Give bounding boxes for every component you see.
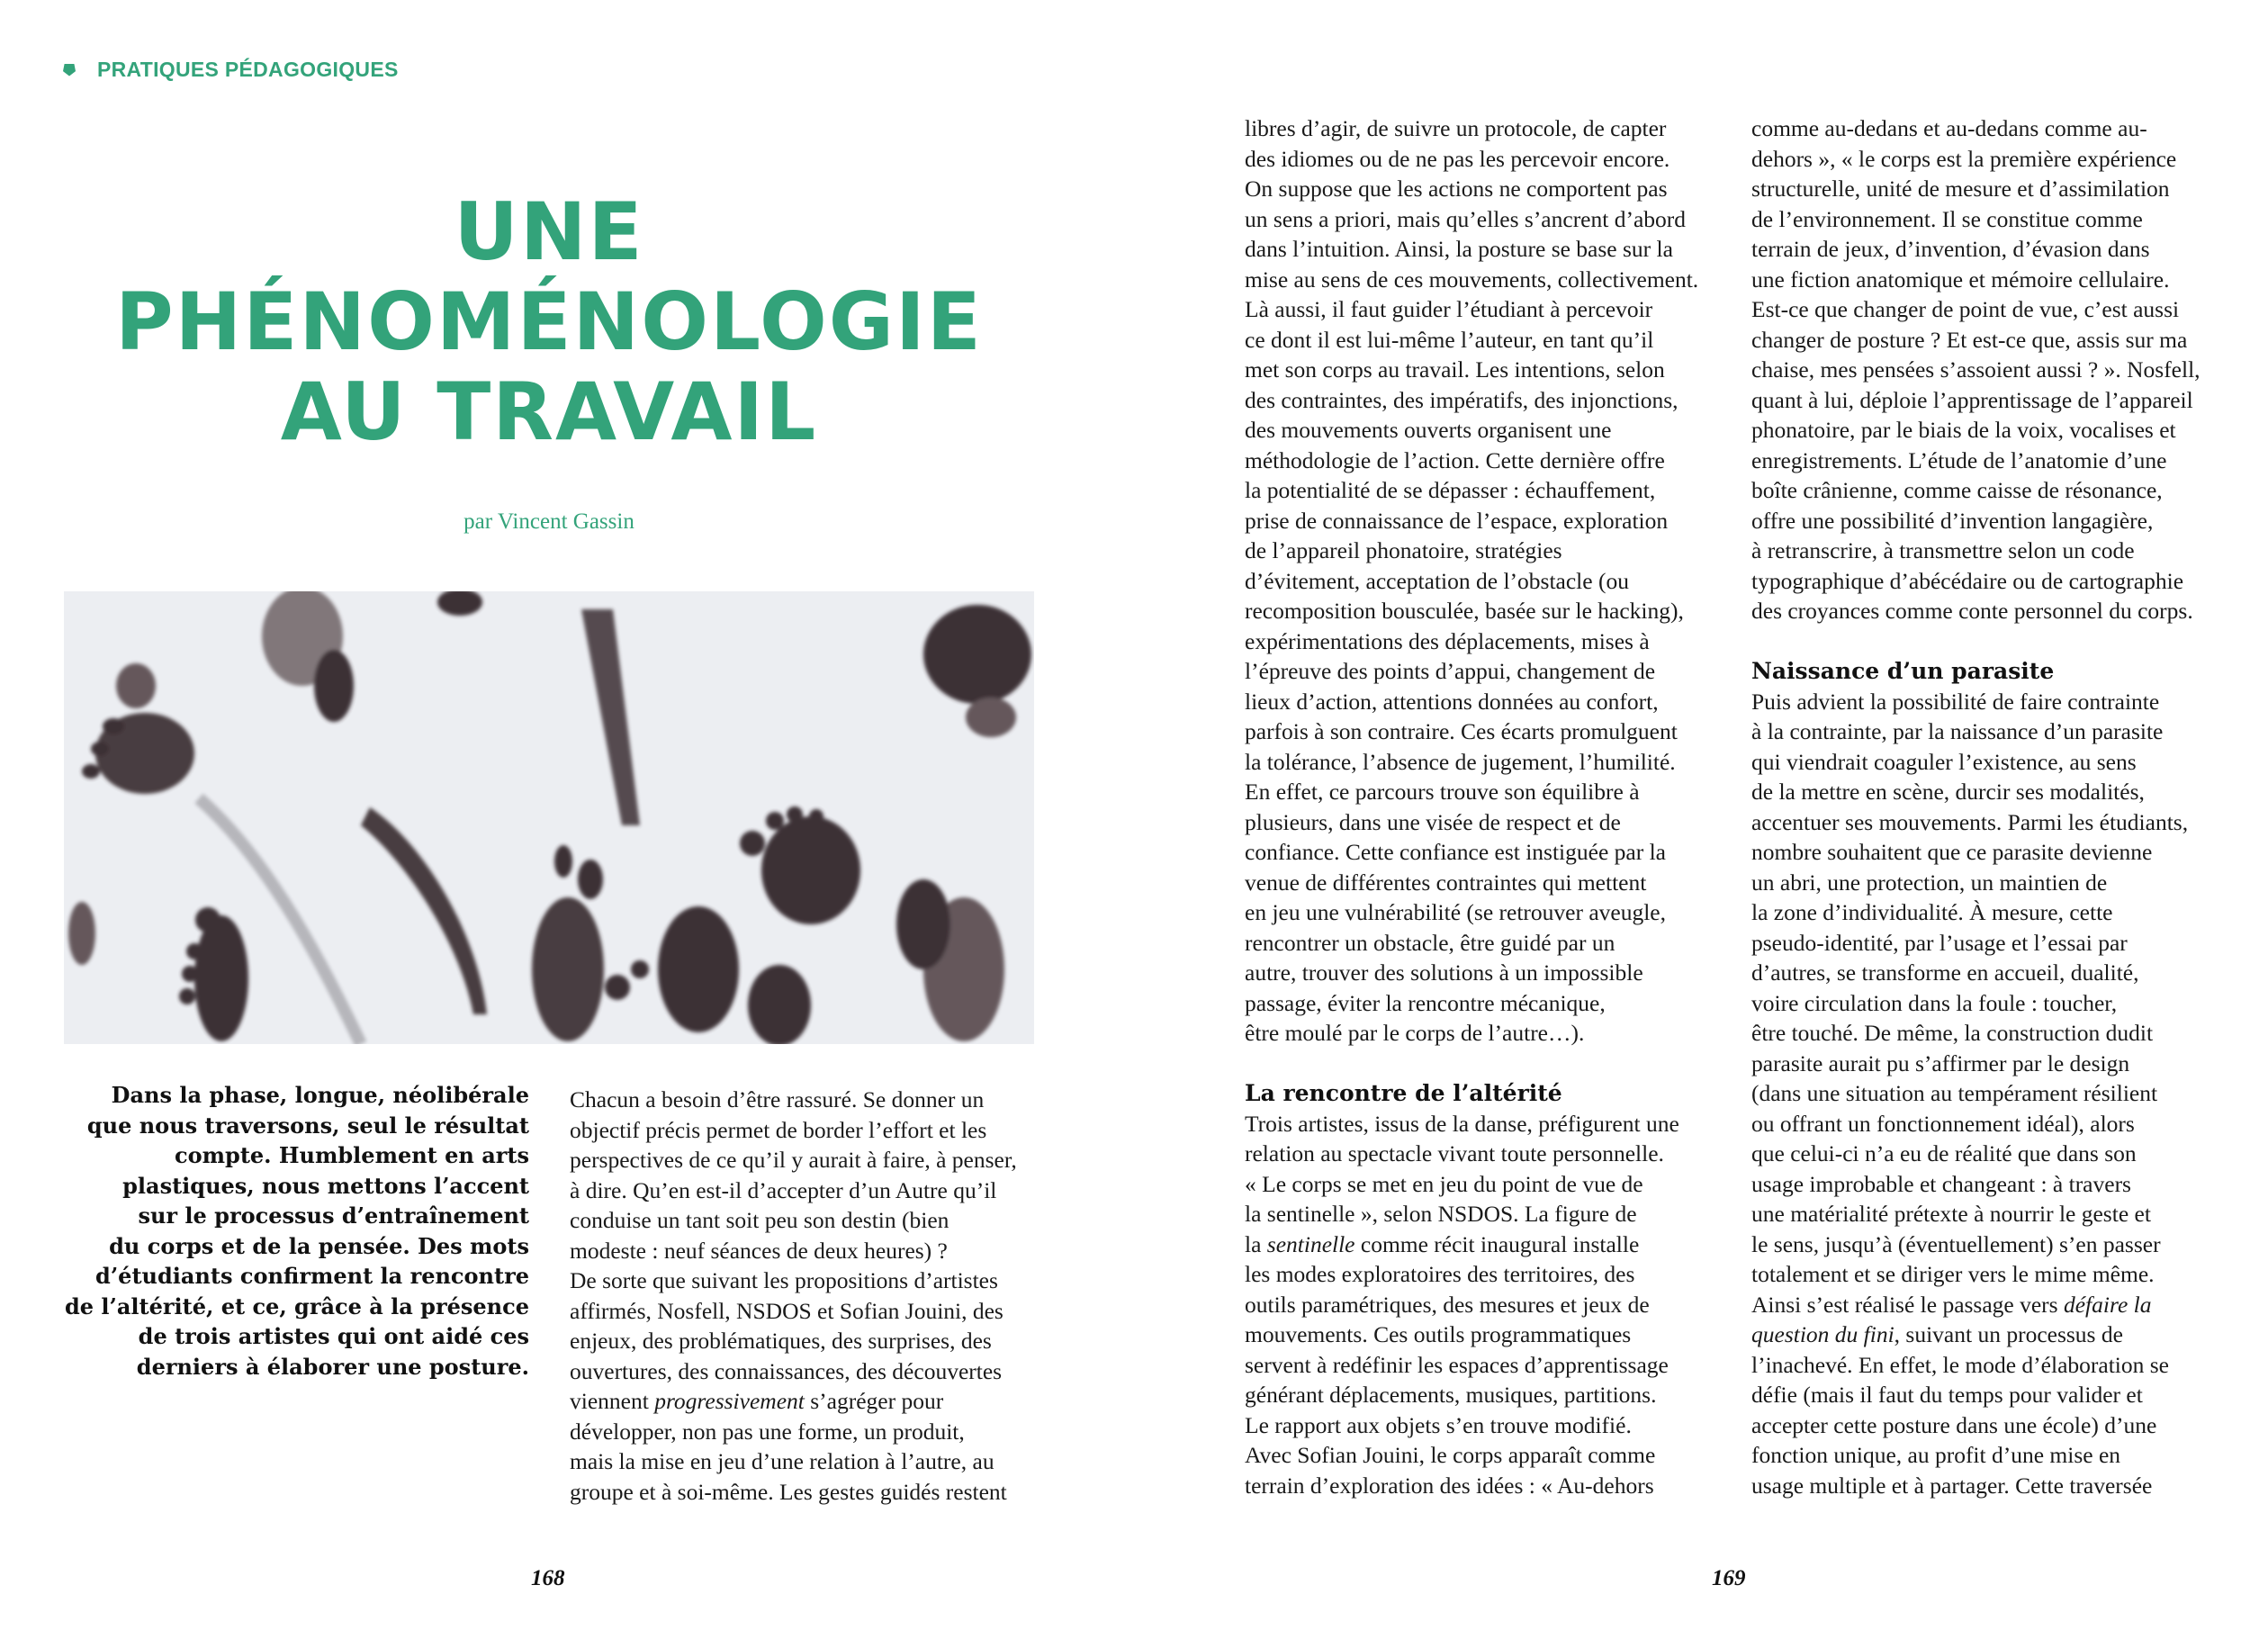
body-line: confiance. Cette confiance est instiguée par la (1245, 839, 1666, 865)
body-line: Puis advient la possibilité de faire contrainte (1751, 688, 2160, 715)
body-line: méthodologie de l’action. Cette dernière offre (1245, 446, 1665, 473)
lead-line: que nous traversons, seul le résultat (86, 1112, 529, 1139)
body-line: Là aussi, il faut guider l’étudiant à percevoir (1245, 296, 1653, 322)
body-line: modeste : neuf séances de deux heures) ? (570, 1237, 948, 1264)
body-line: changer de posture ? Et est-ce que, assis sur ma (1751, 326, 2188, 353)
body-line: terrain d’exploration des idées : « Au-dehors (1245, 1472, 1654, 1499)
body-line: Chacun a besoin d’être rassuré. Se donner un (570, 1086, 985, 1112)
body-line: accepter cette posture dans une école) d’une (1751, 1411, 2157, 1438)
lead-line: Dans la phase, longue, néolibérale (111, 1082, 529, 1108)
body-line: générant déplacements, musiques, partitions. (1245, 1382, 1657, 1408)
body-line: d’évitement, acceptation de l’obstacle (ou (1245, 567, 1629, 594)
body-line: mouvements. Ces outils programmatiques (1245, 1321, 1632, 1347)
title-line: AU TRAVAIL (280, 365, 818, 458)
page-number-left: 168 (531, 1566, 565, 1590)
body-line: chaise, mes pensées s’assoient aussi ? ». Nosfell, (1751, 356, 2200, 383)
body-line: autre, trouver des solutions à un impossible (1245, 959, 1643, 986)
body-line: parfois à son contraire. Ces écarts promulguent (1245, 718, 1678, 744)
section-label: PRATIQUES PÉDAGOGIQUES (97, 58, 399, 81)
body-line: nombre souhaitent que ce parasite devienne (1751, 839, 2153, 865)
body-line: le sens, jusqu’à (éventuellement) s’en passer (1751, 1230, 2161, 1257)
lead-line: de l’altérité, et ce, grâce à la présence (65, 1292, 529, 1319)
body-line: venue de différentes contraintes qui mettent (1245, 869, 1647, 896)
body-line: la potentialité de se dépasser : échauffement, (1245, 477, 1656, 503)
body-line: plusieurs, dans une visée de respect et de (1245, 808, 1621, 835)
body-line-italic (1751, 1290, 2237, 1320)
body-line: boîte crânienne, comme caisse de résonance, (1751, 477, 2163, 503)
body-line: « Le corps se met en jeu du point de vue de (1245, 1170, 1643, 1197)
body-line: comme au-dedans et au-dedans comme au- (1751, 115, 2147, 141)
lead-line: d’étudiants confirment la rencontre (95, 1263, 529, 1289)
body-line: enregistrements. L’étude de l’anatomie d’une (1751, 446, 2167, 473)
body-line: des contraintes, des impératifs, des injonctions, (1245, 386, 1678, 413)
body-line: expérimentations des déplacements, mises à (1245, 627, 1650, 654)
body-column-right-2 (1751, 113, 2237, 1500)
body-line: les modes exploratoires des territoires, des (1245, 1261, 1635, 1287)
body-line: d’autres, se transforme en accueil, dualité, (1751, 959, 2139, 986)
body-column-left-2 (570, 1085, 1038, 1507)
body-line: pseudo-identité, par l’usage et l’essai par (1751, 929, 2128, 956)
body-line: la sentinelle », selon NSDOS. La figure de (1245, 1201, 1637, 1227)
body-line: que celui-ci n’a eu de réalité que dans son (1751, 1140, 2137, 1166)
page-number-right: 169 (1712, 1566, 1746, 1590)
section-header (63, 58, 399, 82)
lead-line: sur le processus d’entraînement (138, 1202, 529, 1229)
body-line: à dire. Qu’en est-il d’accepter d’un Autre qu’il (570, 1176, 997, 1203)
body-line: affirmés, Nosfell, NSDOS et Sofian Jouini, des (570, 1297, 1004, 1324)
pentagon-bullet-icon (63, 64, 76, 77)
body-line: mais la mise en jeu d’une relation à l’autre, au (570, 1448, 994, 1474)
body-line: met son corps au travail. Les intentions, selon (1245, 356, 1665, 383)
body-line: libres d’agir, de suivre un protocole, de capter (1245, 115, 1667, 141)
body-line: conduise un tant soit peu son destin (bien (570, 1207, 950, 1233)
body-line: perspectives de ce qu’il y aurait à faire, à penser, (570, 1147, 1017, 1173)
body-line: terrain de jeux, d’invention, d’évasion dans (1751, 236, 2150, 262)
body-line: des idiomes ou de ne pas les percevoir encore. (1245, 145, 1670, 172)
lead-line: compte. Humblement en arts (175, 1142, 529, 1168)
body-line: l’épreuve des points d’appui, changement de (1245, 658, 1656, 684)
body-line: être touché. De même, la construction dudit (1751, 1020, 2154, 1046)
body-line: la tolérance, l’absence de jugement, l’humilité. (1245, 748, 1676, 775)
body-line: la zone d’individualité. À mesure, cette (1751, 899, 2113, 925)
text-run: viennent (570, 1388, 655, 1414)
body-line: En effet, ce parcours trouve son équilibre à (1245, 779, 1640, 805)
body-line: recomposition bousculée, basée sur le hacking), (1245, 598, 1684, 624)
text-run: la (1245, 1230, 1267, 1257)
body-line: usage improbable et changeant : à travers (1751, 1170, 2131, 1197)
body-line: outils paramétriques, des mesures et jeux de (1245, 1291, 1650, 1318)
body-line: de l’appareil phonatoire, stratégies (1245, 537, 1562, 563)
body-line-italic (570, 1386, 1038, 1417)
body-line: à la contrainte, par la naissance d’un parasite (1751, 718, 2164, 744)
body-line: Le rapport aux objets s’en trouve modifié. (1245, 1411, 1632, 1438)
body-line: dans l’intuition. Ainsi, la posture se base sur la (1245, 236, 1673, 262)
lead-line: derniers à élaborer une posture. (136, 1353, 529, 1380)
body-line: qui viendrait coaguler l’existence, au sens (1751, 748, 2137, 775)
body-line: ouvertures, des connaissances, des découvertes (570, 1357, 1003, 1384)
body-line: des croyances comme conte personnel du corps. (1751, 598, 2193, 624)
lead-line: du corps et de la pensée. Des mots (109, 1232, 529, 1259)
body-line: mise au sens de ces mouvements, collectivement. (1245, 266, 1699, 293)
body-line-italic (1751, 1319, 2237, 1350)
body-line: un abri, une protection, un maintien de (1751, 869, 2108, 896)
body-line: typographique d’abécédaire ou de cartographie (1751, 567, 2184, 594)
byline: par Vincent Gassin (464, 509, 634, 534)
body-line: voire circulation dans la foule : toucher, (1751, 989, 2118, 1016)
body-line: On suppose que les actions ne comportent pas (1245, 176, 1668, 202)
body-line: structurelle, unité de mesure et d’assimilation (1751, 176, 2170, 202)
body-line: De sorte que suivant les propositions d’artistes (570, 1267, 998, 1293)
title-line: UNE (454, 185, 644, 278)
body-line: à retranscrire, à transmettre selon un code (1751, 537, 2135, 563)
body-line: (dans une situation au tempérament résilient (1751, 1080, 2158, 1106)
body-line-italic (1245, 1229, 1731, 1260)
body-line: ce dont il est lui-même l’auteur, en tant qu’il (1245, 326, 1654, 353)
body-line: accentuer ses mouvements. Parmi les étudiants, (1751, 808, 2189, 835)
body-line: quant à lui, déploie l’apprentissage de l’appareil (1751, 386, 2193, 413)
body-line: Trois artistes, issus de la danse, préfigurent une (1245, 1110, 1679, 1137)
body-line: passage, éviter la rencontre mécanique, (1245, 989, 1606, 1016)
body-line: des mouvements ouverts organisent une (1245, 417, 1612, 443)
body-column-right-1 (1245, 113, 1731, 1500)
lead-paragraph (61, 1080, 529, 1382)
body-line: lieux d’action, attentions données au confort, (1245, 688, 1659, 715)
body-line: une matérialité prétexte à nourrir le geste et (1751, 1201, 2151, 1227)
body-line: un sens a priori, mais qu’elles s’ancrent d’abord (1245, 205, 1687, 232)
body-line: objectif précis permet de border l’effort et les (570, 1116, 987, 1143)
italic-run: sentinelle (1266, 1230, 1355, 1257)
paragraph-gap (1751, 626, 2237, 657)
body-line: fonction unique, au profit d’une mise en (1751, 1442, 2121, 1468)
subheading-rencontre: La rencontre de l’altérité (1245, 1080, 1562, 1106)
text-run: Ainsi s’est réalisé le passage vers (1751, 1291, 2064, 1318)
body-line: servent à redéfinir les espaces d’apprentissage (1245, 1351, 1669, 1378)
body-line: Avec Sofian Jouini, le corps apparaît comme (1245, 1442, 1656, 1468)
body-line: prise de connaissance de l’espace, exploration (1245, 507, 1669, 534)
body-line: ou offrant un fonctionnement idéal), alors (1751, 1110, 2135, 1137)
body-line: défie (mais il faut du temps pour valider et (1751, 1382, 2143, 1408)
body-line: dehors », « le corps est la première expérience (1751, 145, 2177, 172)
article-title (108, 187, 990, 457)
italic-run: progressivement (654, 1388, 805, 1414)
body-line: en jeu une vulnérabilité (se retrouver aveugle, (1245, 899, 1667, 925)
body-line: offre une possibilité d’invention langagière, (1751, 507, 2154, 534)
body-line: l’inachevé. En effet, le mode d’élaboration se (1751, 1351, 2169, 1378)
text-run: comme récit inaugural installe (1354, 1230, 1640, 1257)
italic-run: question du fini (1751, 1321, 1894, 1347)
italic-run: défaire la (2063, 1291, 2152, 1318)
body-line: groupe et à soi-même. Les gestes guidés restent (570, 1478, 1007, 1505)
body-line: de l’environnement. Il se constitue comme (1751, 205, 2143, 232)
body-line: de la mettre en scène, durcir ses modalités, (1751, 779, 2145, 805)
body-line: enjeux, des problématiques, des surprises, des (570, 1328, 992, 1354)
text-run: s’agréger pour (804, 1388, 944, 1414)
text-run: , suivant un processus de (1894, 1321, 2123, 1347)
title-line: PHÉNOMÉNOLOGIE (115, 275, 983, 368)
body-line: phonatoire, par le biais de la voix, vocalises et (1751, 417, 2176, 443)
footprints-photo (64, 591, 1034, 1044)
lead-line: plastiques, nous mettons l’accent (122, 1172, 529, 1199)
body-line: usage multiple et à partager. Cette traversée (1751, 1472, 2153, 1499)
body-line: développer, non pas une forme, un produit, (570, 1418, 965, 1445)
body-line: totalement et se diriger vers le mime même. (1751, 1261, 2155, 1287)
body-line: être moulé par le corps de l’autre…). (1245, 1020, 1585, 1046)
lead-line: de trois artistes qui ont aidé ces (138, 1323, 529, 1349)
body-line: une fiction anatomique et mémoire cellulaire. (1751, 266, 2170, 293)
body-line: relation au spectacle vivant toute personnelle. (1245, 1140, 1664, 1166)
subheading-parasite: Naissance d’un parasite (1751, 658, 2055, 684)
footprints-image-icon (64, 591, 1034, 1044)
body-line: Est-ce que changer de point de vue, c’est aussi (1751, 296, 2180, 322)
body-line: parasite aurait pu s’affirmer par le design (1751, 1049, 2130, 1076)
paragraph-gap (1245, 1049, 1731, 1079)
body-line: rencontrer un obstacle, être guidé par un (1245, 929, 1616, 956)
